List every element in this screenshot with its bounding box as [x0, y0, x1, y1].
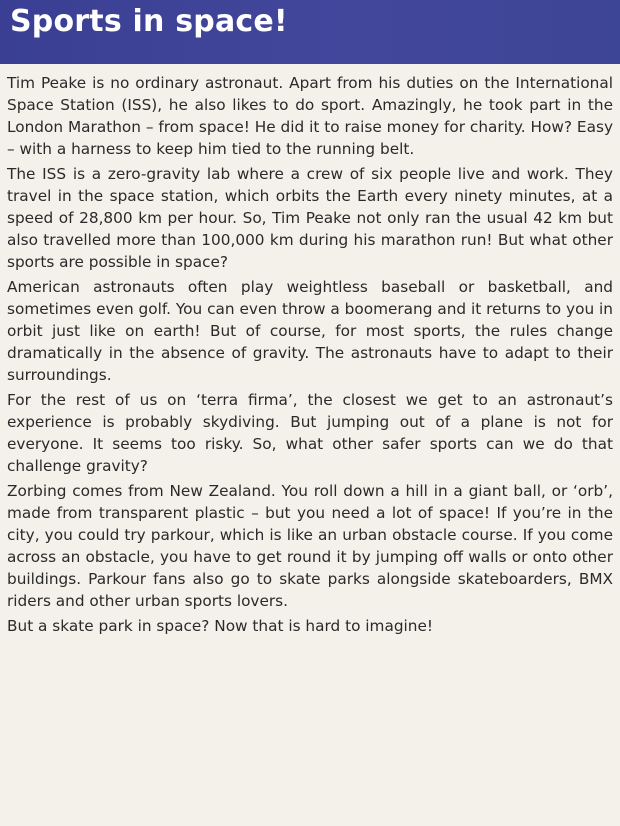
article-paragraph-2: The ISS is a zero-gravity lab where a crew of six people live and work. They travel in the space station, which orbits the Earth every ninety minutes, at a speed of 28,800 km per hour. So, Tim Peake not only ran the usual 42 km but also travelled more than 100,000 km during his marathon run! But what other sports are possible in space?	[7, 165, 613, 271]
title-banner	[0, 0, 620, 64]
article-paragraph-6: But a skate park in space? Now that is hard to imagine!	[7, 617, 434, 635]
article-body	[7, 72, 613, 640]
article-paragraph-1: Tim Peake is no ordinary astronaut. Apart from his duties on the International Space Station (ISS), he also likes to do sport. Amazingly, he took part in the London Marathon – from space! He did it to raise money for charity. How? Easy – with a harness to keep him tied to the running belt.	[7, 74, 613, 158]
article-paragraph-4: For the rest of us on ‘terra firma’, the closest we get to an astronaut’s experience is probably skydiving. But jumping out of a plane is not for everyone. It seems too risky. So, what other safer sports can we do that challenge gravity?	[7, 391, 613, 475]
article-paragraph-5: Zorbing comes from New Zealand. You roll down a hill in a giant ball, or ‘orb’, made from transparent plastic – but you need a lot of space! If you’re in the city, you could try parkour, which is like an urban obstacle course. If you come across an obstacle, you have to get round it by jumping off walls or onto other buildings. Parkour fans also go to skate parks alongside skateboarders, BMX riders and other urban sports lovers.	[7, 482, 613, 610]
page-title: Sports in space!	[10, 4, 288, 39]
article-paragraph-3: American astronauts often play weightless baseball or basketball, and sometimes even golf. You can even throw a boomerang and it returns to you in orbit just like on earth! But of course, for most sports, the rules change dramatically in the absence of gravity. The astronauts have to adapt to their surroundings.	[7, 278, 613, 384]
